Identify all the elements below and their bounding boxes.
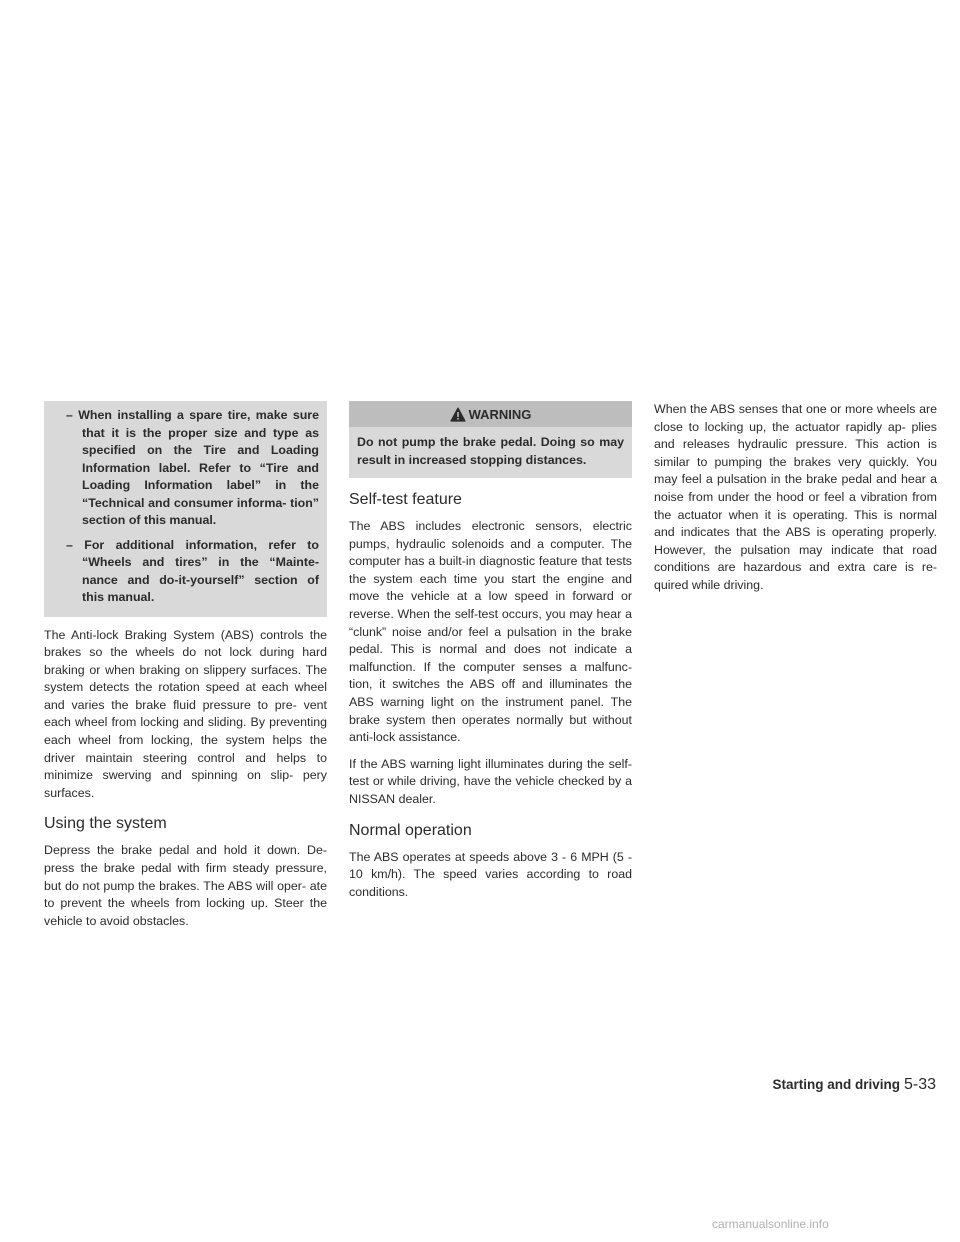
page-footer <box>706 1076 936 1094</box>
caution-item-wheels-tires: – For additional information, refer to “Wheels and tires” in the “Mainte- nance and do-it-yourself” section of this manual. <box>66 537 319 604</box>
warning-box <box>349 401 632 478</box>
page-number: 5-33 <box>903 1076 936 1093</box>
caution-item-spare-tire: – When installing a spare tire, make sure that it is the proper size and type as specified on the Tire and Loading Information label. Refer to “Tire and Loading Information label” in the “Technical and consumer informa- tion” section of this manual. <box>66 408 319 527</box>
warning-title: WARNING <box>468 406 532 422</box>
normal-operation-paragraph: The ABS operates at speeds above 3 - 6 MPH (5 - 10 km/h). The speed varies according to road conditions. <box>349 849 632 899</box>
using-system-heading: Using the system <box>44 815 167 833</box>
self-test-paragraph-2: If the ABS warning light illuminates during the self-test or while driving, have the vehicle checked by a NISSAN dealer. <box>349 756 632 806</box>
normal-operation-heading: Normal operation <box>349 821 472 839</box>
footer-section-title: Starting and driving <box>772 1077 900 1092</box>
watermark: carmanualsonline.info <box>712 1217 829 1231</box>
abs-actuator-paragraph: When the ABS senses that one or more wheels are close to locking up, the actuator rapidly ap- plies and releases hydraulic pressure. This action is similar to pumping the brakes very quickly. You may feel a pulsation in the brake pedal and hear a noise from under the hood or feel a vibration from the actuator when it is operating. This is normal and indicates that the ABS is operating properly. However, the pulsation may indicate that road conditions are hazardous and extra care is re- quired while driving. <box>654 402 937 592</box>
warning-text: Do not pump the brake pedal. Doing so may result in increased stopping distances. <box>357 435 624 467</box>
warning-header <box>349 401 632 427</box>
abs-intro-paragraph: The Anti-lock Braking System (ABS) controls the brakes so the wheels do not lock during hard braking or when braking on slippery surfaces. The system detects the rotation speed at each wheel and varies the brake fluid pressure to pre- vent each wheel from locking and sliding. By preventing each wheel from locking, the system helps the driver maintain steering control and helps to minimize swerving and spinning on slip- pery surfaces. <box>44 627 327 800</box>
using-system-paragraph: Depress the brake pedal and hold it down. De- press the brake pedal with firm steady pressure, but do not pump the brakes. The ABS will oper- ate to prevent the wheels from locking up. Steer the vehicle to avoid obstacles. <box>44 843 327 928</box>
warning-triangle-icon <box>450 407 466 422</box>
column-1 <box>44 401 327 939</box>
self-test-paragraph-1: The ABS includes electronic sensors, electric pumps, hydraulic solenoids and a computer. The computer has a built-in diagnostic feature that tests the system each time you start the engine and move the vehicle at a low speed in forward or reverse. When the self-test occurs, you may hear a “clunk” noise and/or feel a pulsation in the brake pedal. This is normal and does not indicate a malfunction. If the computer senses a malfunc- tion, it switches the ABS off and illuminates the ABS warning light on the instrument panel. The brake system then operates normally but without anti-lock assistance. <box>349 519 632 745</box>
self-test-heading: Self-test feature <box>349 491 462 508</box>
column-3 <box>654 401 937 604</box>
column-2 <box>349 401 632 910</box>
caution-box <box>44 401 327 617</box>
